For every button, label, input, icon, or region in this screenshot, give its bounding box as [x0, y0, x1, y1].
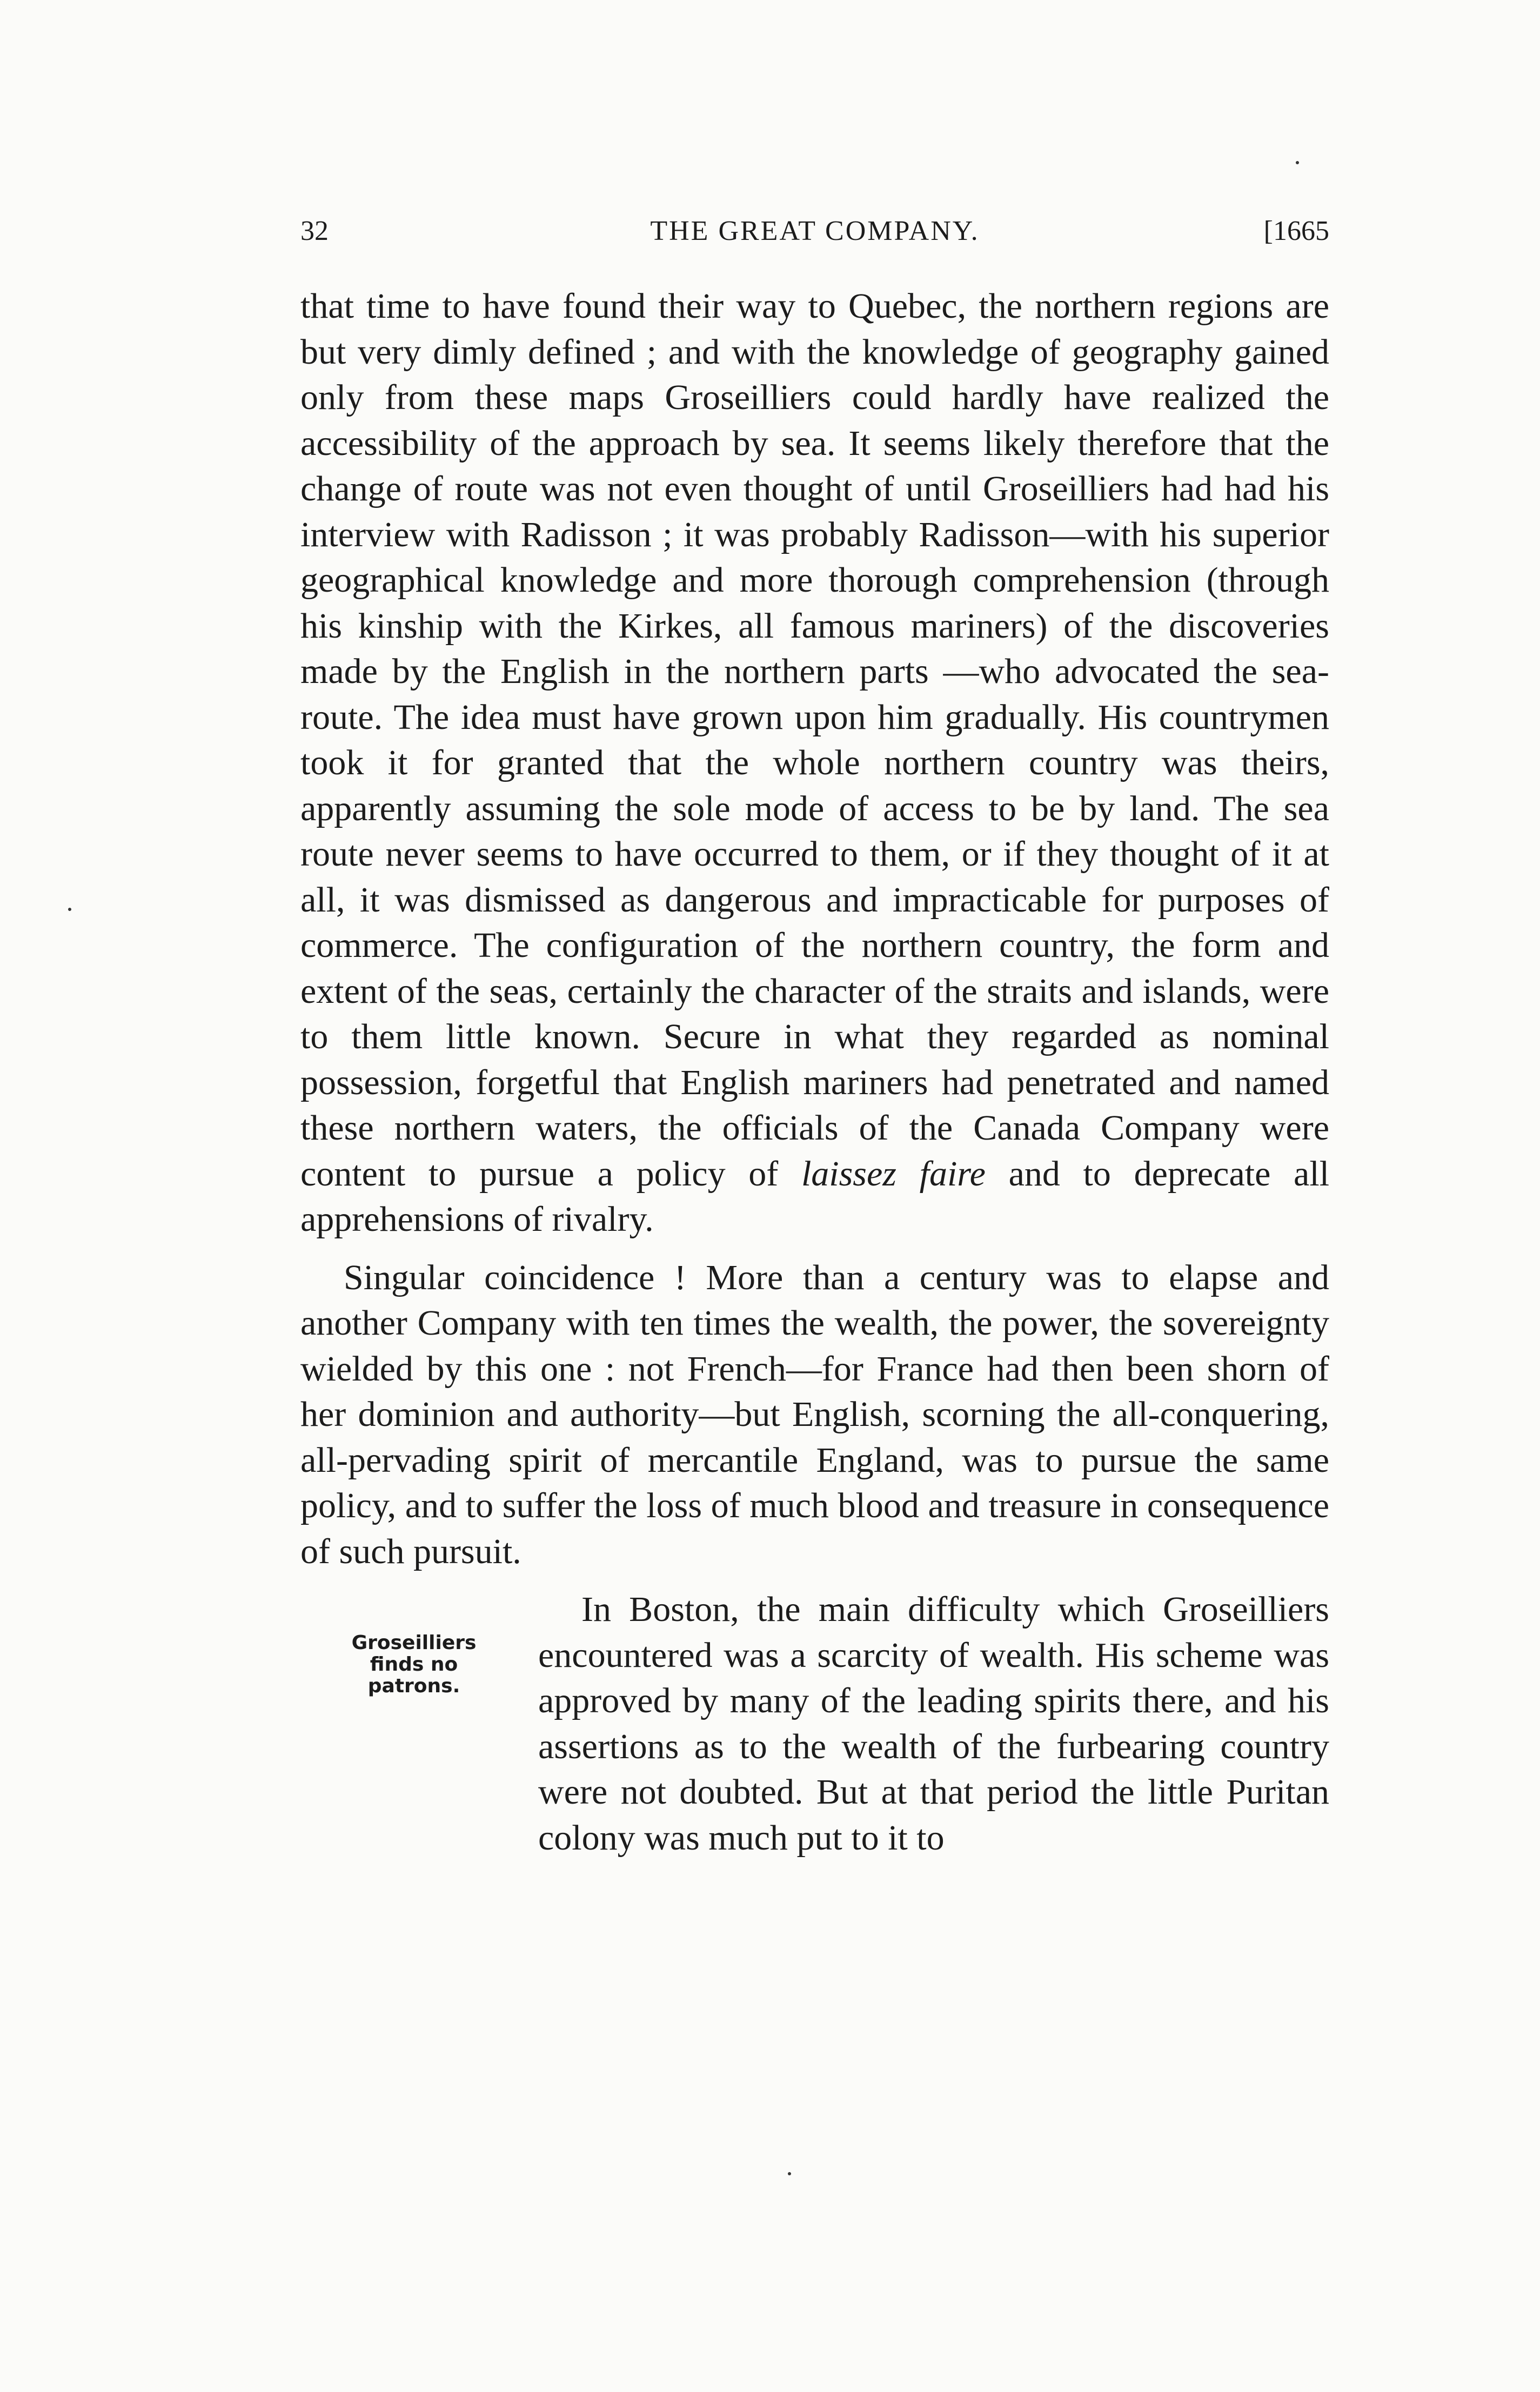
sidenote-line: Groseilliers	[351, 1632, 477, 1654]
year-marker: [1665	[1263, 216, 1329, 246]
paper-speck	[68, 908, 71, 911]
paper-speck	[788, 2172, 791, 2175]
italic-phrase: laissez faire	[801, 1154, 986, 1194]
paragraph-1-text-end: and to deprecate all apprehensions of rivalry.	[300, 1154, 1330, 1239]
sidenote-line: finds no	[370, 1653, 458, 1676]
page-body	[300, 284, 1329, 1861]
page-number: 32	[300, 216, 329, 246]
page-header	[300, 210, 1329, 253]
paragraph-1-text: that time to have found their way to Quebec, the northern regions are but very dimly defined ; and with the knowledge of geography gained only from these maps Groseilliers could hardly have realized the accessibility of the approach by sea. It seems likely therefore that the change of route was not even thought of until Groseilliers had had his interview with Radisson ; it was probably Radisson—with his superior geographical knowledge and more thorough comprehension (through his kinship with the Kirkes, all famous mariners) of the discoveries made by the English in the northern parts —who advocated the sea-route. The idea must have grown upon him gradually. His countrymen took it for granted that the whole northern country was theirs, apparently assuming the sole mode of access to be by land. The sea route never seems to have occurred to them, or if they thought of it at all, it was dismissed as dangerous and impracticable for purposes of commerce. The configuration of the northern country, the form and extent of the seas, certainly the character of the straits and islands, were to them little known. Secure in what they regarded as nominal possession, forgetful that English mariners had penetrated and named these northern waters, the officials of the Canada Company were content to pursue a policy of	[300, 286, 1329, 1194]
margin-sidenote	[0, 1632, 517, 1817]
sidenote-line: patrons.	[367, 1675, 460, 1697]
paragraph-3-text: In Boston, the main difficulty which Groseilliers encountered was a scarcity of wealth. His scheme was approved by many of the leading spirits there, and his assertions as to the wealth of the furbearing country were not doubted. But at that period the little Puritan colony was much put to it to	[538, 1590, 1329, 1858]
paragraph-1	[300, 284, 1329, 1243]
paragraph-3	[300, 1587, 1329, 1861]
running-head: THE GREAT COMPANY.	[650, 216, 980, 246]
paper-speck	[1296, 161, 1299, 164]
paragraph-2: Singular coincidence ! More than a century was to elapse and another Company with ten times the wealth, the power, the sovereignty wielded by this one : not French—for France had then been shorn of her dominion and authority—but English, scorning the all-conquering, all-pervading spirit of mercantile England, was to pursue the same policy, and to suffer the loss of much blood and treasure in consequence of such pursuit.	[300, 1257, 1329, 1571]
